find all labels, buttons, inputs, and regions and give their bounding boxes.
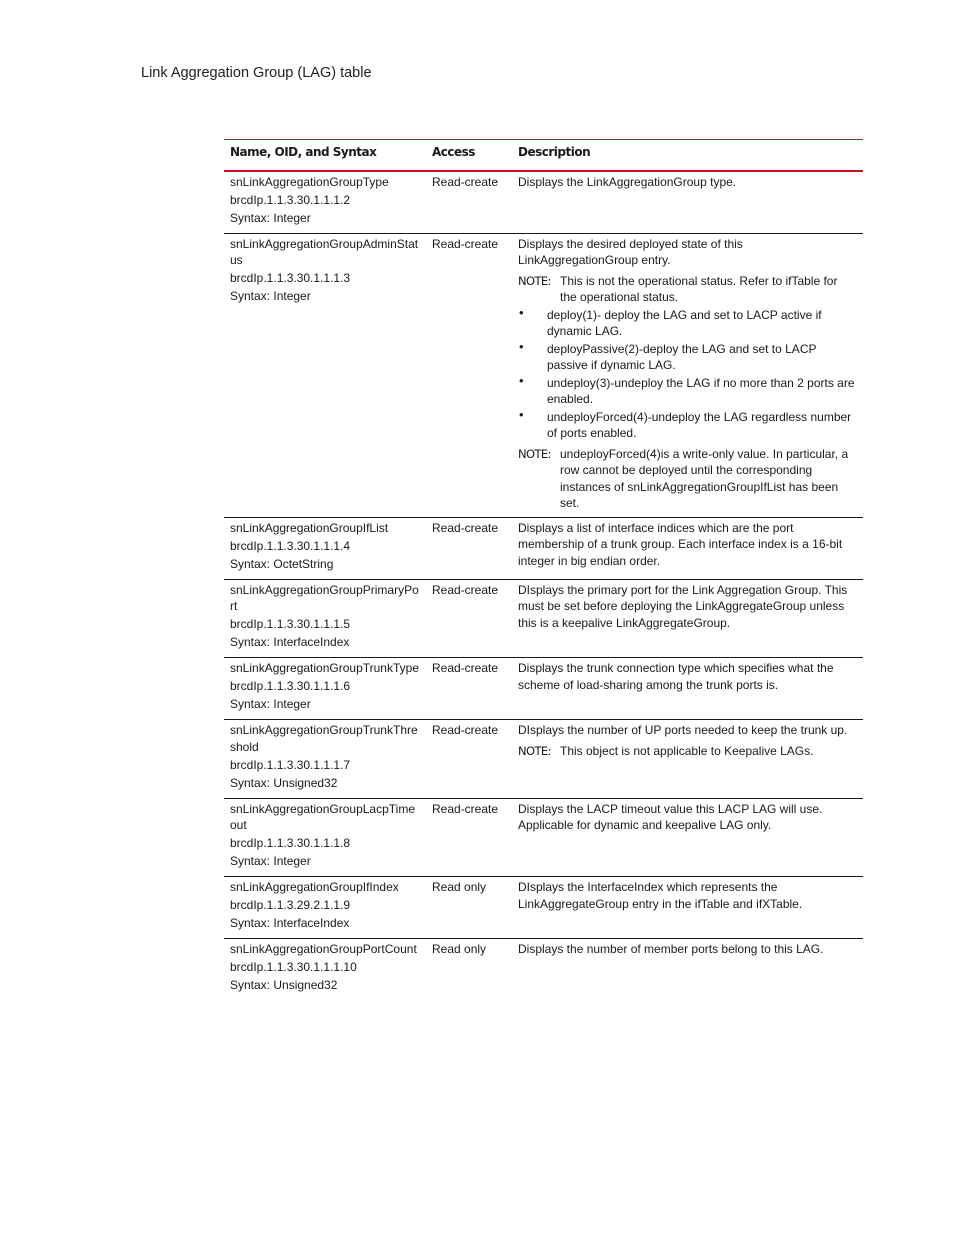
access-cell: Read-create [426,233,512,517]
name-oid-syntax-cell [224,877,426,939]
bullet-text: deploy(1)- deploy the LAG and set to LACP active if dynamic LAG. [547,307,822,338]
object-syntax: Syntax: Unsigned32 [230,775,338,790]
lag-mib-table [224,139,863,1000]
description-text: Displays the number of member ports belong to this LAG. [518,942,824,956]
note-text: undeployForced(4)is a write-only value. In particular, a row cannot be deployed until the corresponding instances of snLinkAggregationGroupIfList has been set. [560,446,849,510]
note [518,743,857,760]
object-oid: brcdIp.1.1.3.30.1.1.1.6 [230,679,351,693]
description-text: DIsplays the InterfaceIndex which represents the LinkAggregateGroup entry in the ifTable and ifXTable. [518,880,803,911]
object-oid: brcdIp.1.1.3.30.1.1.1.5 [230,617,351,631]
list-item [518,406,857,442]
name-oid-syntax-cell [224,171,426,234]
list-item [518,372,857,408]
object-oid: brcdIp.1.1.3.29.2.1.1.9 [230,898,351,912]
name-oid-syntax-cell [224,798,426,877]
description-cell [512,171,863,234]
table-row [224,171,863,234]
table-row [224,877,863,939]
description-text: DIsplays the primary port for the Link Aggregation Group. This must be set before deploying the LinkAggregateGroup unless this is a keepalive LinkAggregateGroup. [518,582,848,630]
name-oid-syntax-cell [224,658,426,720]
description-cell [512,658,863,720]
access-cell: Read only [426,877,512,939]
header-access: Access [426,140,512,171]
bullet-icon: • [519,304,524,320]
name-oid-syntax-cell [224,579,426,658]
note-text: This object is not applicable to Keepalive LAGs. [560,743,814,758]
name-oid-syntax-cell [224,517,426,579]
object-syntax: Syntax: Unsigned32 [230,978,338,992]
access-cell: Read-create [426,720,512,799]
object-syntax: Syntax: Integer [230,210,311,225]
object-syntax: Syntax: Integer [230,289,311,303]
table-row [224,517,863,579]
access-cell: Read-create [426,579,512,658]
table-row [224,658,863,720]
bullet-text: undeployForced(4)-undeploy the LAG regardless number of ports enabled. [547,409,852,440]
header-name-oid-syntax: Name, OID, and Syntax [224,140,426,171]
bullet-text: deployPassive(2)-deploy the LAG and set to LACP passive if dynamic LAG. [547,341,817,372]
description-text: Displays the LACP timeout value this LACP LAG will use. Applicable for dynamic and keepalive LAG only. [518,801,823,832]
table-row [224,939,863,1001]
name-oid-syntax-cell [224,233,426,517]
table-row [224,579,863,658]
note [518,446,857,512]
table-row [224,233,863,517]
bullet-text: undeploy(3)-undeploy the LAG if no more than 2 ports are enabled. [547,375,855,406]
note [518,273,857,306]
description-text: Displays the LinkAggregationGroup type. [518,174,737,189]
object-name: snLinkAggregationGroupLacpTimeout [230,801,415,832]
description-cell [512,877,863,939]
object-name: snLinkAggregationGroupIfIndex [230,880,399,894]
description-text: DIsplays the number of UP ports needed to keep the trunk up. [518,723,848,737]
note-label: NOTE: [518,743,551,758]
name-oid-syntax-cell [224,939,426,1001]
note-label: NOTE: [518,446,551,461]
description-text: Displays a list of interface indices which are the port membership of a trunk group. Each interface index is a 16-bit integer in big endian order. [518,520,843,568]
object-name: snLinkAggregationGroupPrimaryPort [230,582,419,613]
object-name: snLinkAggregationGroupTrunkThreshold [230,723,418,754]
description-cell [512,720,863,799]
name-oid-syntax-cell [224,720,426,799]
page-heading: Link Aggregation Group (LAG) table [141,65,372,81]
description-text: Displays the trunk connection type which specifies what the scheme of load-sharing among the trunk ports is. [518,661,834,692]
object-oid: brcdIp.1.1.3.30.1.1.1.2 [230,192,351,207]
object-name: snLinkAggregationGroupType [230,174,389,189]
object-oid: brcdIp.1.1.3.30.1.1.1.4 [230,538,351,553]
bullet-list [518,304,857,442]
object-syntax: Syntax: Integer [230,854,311,868]
access-cell: Read-create [426,658,512,720]
table-row [224,720,863,799]
object-name: snLinkAggregationGroupAdminStatus [230,236,419,267]
note-label: NOTE: [518,273,551,288]
table-header-row [224,140,863,171]
bullet-icon: • [519,372,524,388]
list-item [518,338,857,374]
access-cell: Read only [432,942,487,956]
table-row [224,798,863,877]
description-cell [512,233,863,517]
header-description: Description [512,140,863,171]
access-cell: Read-create [426,517,512,579]
note-text: This is not the operational status. Refer to ifTable for the operational status. [560,273,838,304]
description-cell [512,798,863,877]
object-oid: brcdIp.1.1.3.30.1.1.1.10 [230,960,357,974]
object-syntax: Syntax: Integer [230,697,311,711]
object-syntax: Syntax: InterfaceIndex [230,916,350,930]
object-name: snLinkAggregationGroupIfList [230,520,389,535]
bullet-icon: • [519,338,524,354]
description-cell [512,517,863,579]
description-cell [512,939,863,1001]
object-oid: brcdIp.1.1.3.30.1.1.1.8 [230,836,351,850]
description-cell [512,579,863,658]
description-text: Displays the desired deployed state of this LinkAggregationGroup entry. [518,236,743,267]
object-syntax: Syntax: OctetString [230,556,334,571]
access-cell: Read-create [426,171,512,234]
access-cell: Read-create [426,798,512,877]
object-syntax: Syntax: InterfaceIndex [230,635,350,649]
object-name: snLinkAggregationGroupTrunkType [230,661,419,675]
bullet-icon: • [519,406,524,422]
object-oid: brcdIp.1.1.3.30.1.1.1.7 [230,757,351,772]
object-name: snLinkAggregationGroupPortCount [230,942,417,956]
list-item [518,304,857,340]
object-oid: brcdIp.1.1.3.30.1.1.1.3 [230,271,351,285]
